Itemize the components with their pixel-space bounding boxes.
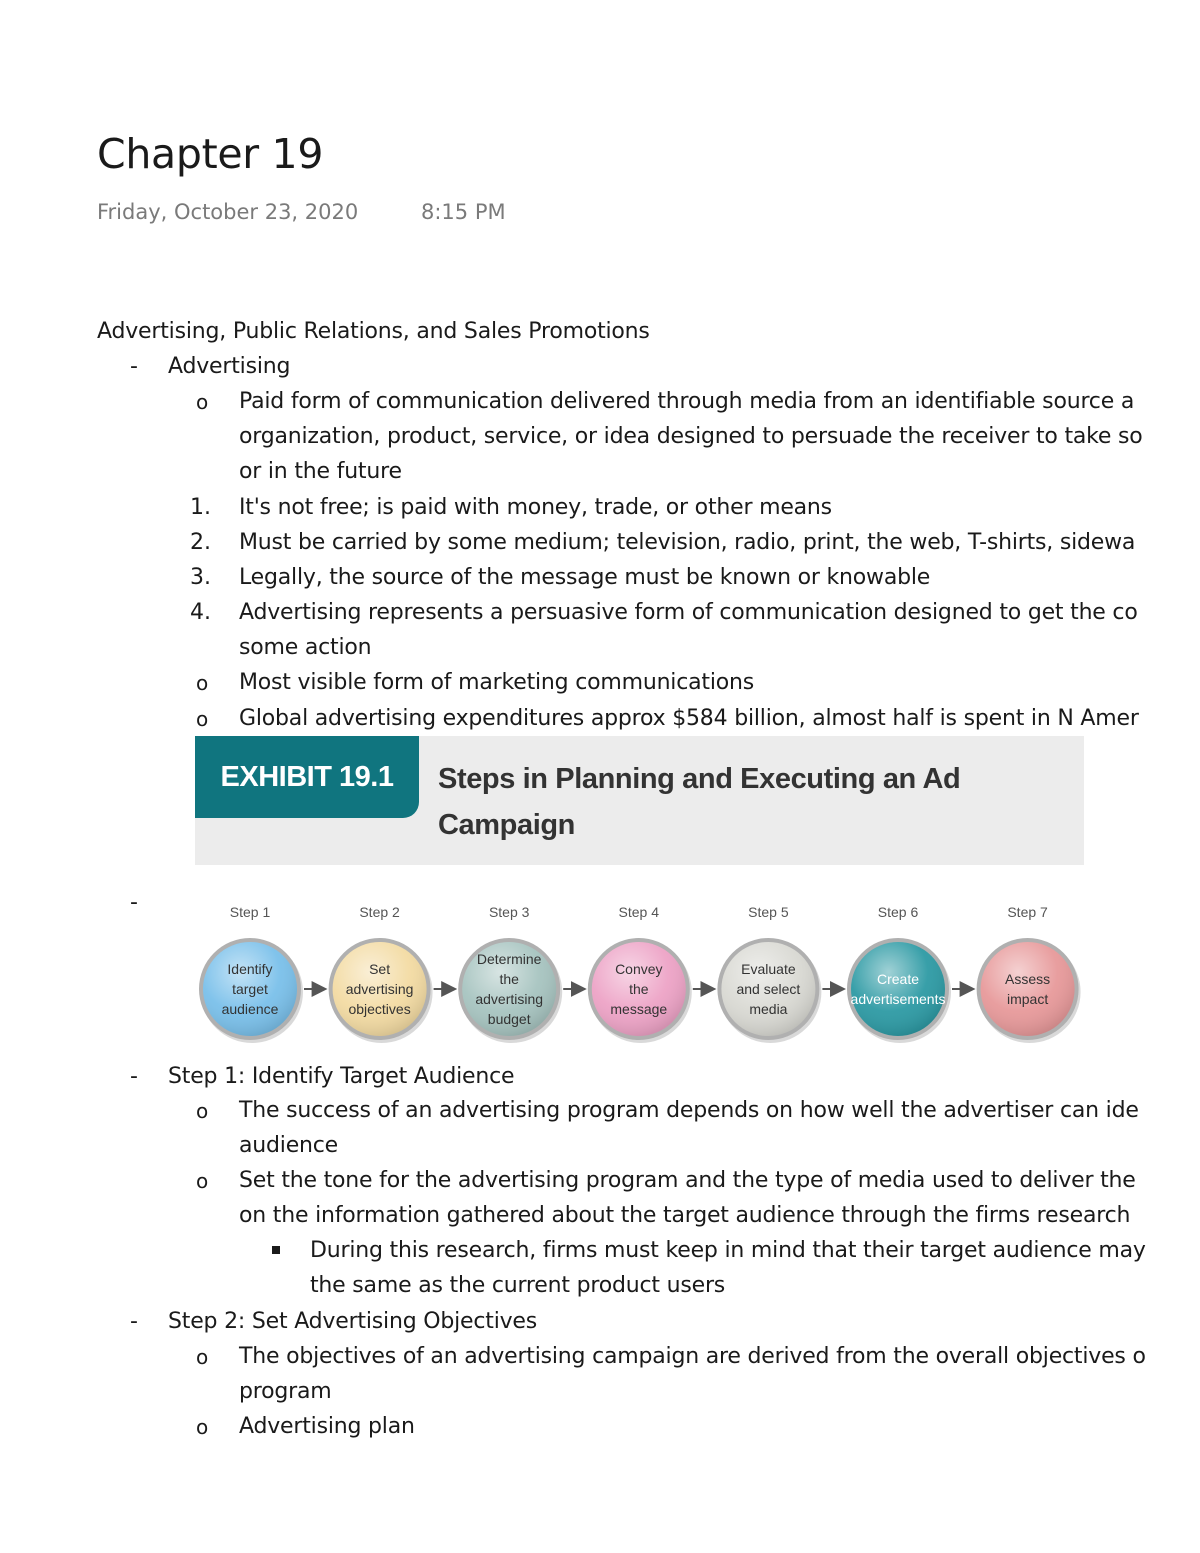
step-1-text: audience: [221, 1001, 279, 1017]
step2-bullet-1-line-2: program: [239, 1379, 332, 1404]
point-1: It's not free; is paid with money, trade, or other means: [239, 495, 832, 520]
number-label: 2.: [190, 530, 211, 555]
dash-bullet: -: [130, 1309, 138, 1334]
step2-bullet-2: Advertising plan: [239, 1414, 415, 1439]
definition-line-3: or in the future: [239, 459, 402, 484]
circle-bullet: o: [196, 390, 209, 414]
step-4-text: message: [610, 1001, 668, 1017]
step-4-text: the: [629, 981, 649, 997]
step-7-shine: [981, 942, 1075, 1036]
exhibit-banner: [195, 736, 1084, 865]
step-2-text: Set: [369, 961, 391, 977]
step1-sub-line-1: During this research, firms must keep in mind that their target audience may: [310, 1238, 1146, 1263]
step-5-text: Evaluate: [741, 961, 796, 977]
step2-bullet-1-line-1: The objectives of an advertising campaign are derived from the overall objectives o: [239, 1344, 1146, 1369]
step-5-label: Step 5: [748, 904, 789, 920]
step-2-label: Step 2: [359, 904, 400, 920]
step-2-text: advertising: [345, 981, 414, 997]
circle-bullet: o: [196, 671, 209, 695]
step-7-text: Assess: [1005, 971, 1051, 987]
step-7-text: impact: [1006, 991, 1049, 1007]
step1-sub-line-2: the same as the current product users: [310, 1273, 726, 1298]
circle-bullet: o: [196, 1099, 209, 1123]
definition-line-2: organization, product, service, or idea designed to persuade the receiver to take so: [239, 424, 1143, 449]
step1-bullet-1-line-2: audience: [239, 1133, 339, 1158]
note-date: Friday, October 23, 2020: [97, 200, 359, 224]
step1-bullet-2-line-1: Set the tone for the advertising program and the type of media used to deliver the: [239, 1168, 1136, 1193]
step-7-label: Step 7: [1007, 904, 1048, 920]
circle-bullet: o: [196, 707, 209, 731]
section-heading: Advertising, Public Relations, and Sales Promotions: [97, 319, 650, 344]
square-bullet: [272, 1246, 280, 1254]
step-3-text: the: [499, 971, 519, 987]
exhibit-tab: EXHIBIT 19.1: [195, 736, 419, 818]
exhibit-title-line-1: Steps in Planning and Executing an Ad: [438, 763, 961, 795]
exhibit-title-line-2: Campaign: [438, 809, 575, 841]
dash-bullet: -: [130, 1064, 138, 1089]
advertising-label: Advertising: [168, 354, 291, 379]
step-3-label: Step 3: [488, 904, 530, 920]
step2-label: Step 2: Set Advertising Objectives: [168, 1309, 538, 1334]
point-2: Must be carried by some medium; television, radio, print, the web, T-shirts, sidewa: [239, 530, 1136, 555]
ad-campaign-flow-diagram: [185, 893, 1095, 1053]
step-3-text: Determine: [476, 951, 542, 967]
definition-line-1: Paid form of communication delivered through media from an identifiable source a: [239, 389, 1135, 414]
step-6-shine: [851, 942, 945, 1036]
step-5-text: media: [749, 1001, 788, 1017]
step-3-text: budget: [487, 1011, 531, 1027]
step-1-text: target: [232, 981, 268, 997]
circle-bullet: o: [196, 1169, 209, 1193]
step-1-text: Identify: [227, 961, 273, 977]
step-3-text: advertising: [475, 991, 544, 1007]
point-3: Legally, the source of the message must be known or knowable: [239, 565, 931, 590]
step1-label: Step 1: Identify Target Audience: [168, 1064, 515, 1089]
exhibit-title: [438, 756, 1038, 848]
step1-bullet-1-line-1: The success of an advertising program depends on how well the advertiser can ide: [239, 1098, 1139, 1123]
page-title: Chapter 19: [97, 130, 324, 178]
step-4-label: Step 4: [618, 904, 660, 920]
circle-bullet: o: [196, 1345, 209, 1369]
step-6-text: Create: [876, 971, 920, 987]
number-label: 1.: [190, 495, 211, 520]
dash-bullet: -: [130, 354, 138, 379]
extra-point-2: Global advertising expenditures approx $584 billion, almost half is spent in N Amer: [239, 706, 1139, 731]
step-6-text: advertisements: [850, 991, 946, 1007]
note-time: 8:15 PM: [421, 200, 506, 224]
circle-bullet: o: [196, 1415, 209, 1439]
point-4: Advertising represents a persuasive form of communication designed to get the co: [239, 600, 1138, 625]
step1-bullet-2-line-2: on the information gathered about the target audience through the firms research: [239, 1203, 1131, 1228]
step-2-text: objectives: [348, 1001, 411, 1017]
step-1-label: Step 1: [229, 904, 271, 920]
step-4-text: Convey: [615, 961, 663, 977]
extra-point-1: Most visible form of marketing communications: [239, 670, 755, 695]
step-5-text: and select: [736, 981, 801, 997]
step-6-label: Step 6: [877, 904, 919, 920]
number-label: 3.: [190, 565, 211, 590]
dash-bullet: -: [130, 890, 138, 915]
number-label: 4.: [190, 600, 211, 625]
point-4-continued: some action: [239, 635, 372, 660]
